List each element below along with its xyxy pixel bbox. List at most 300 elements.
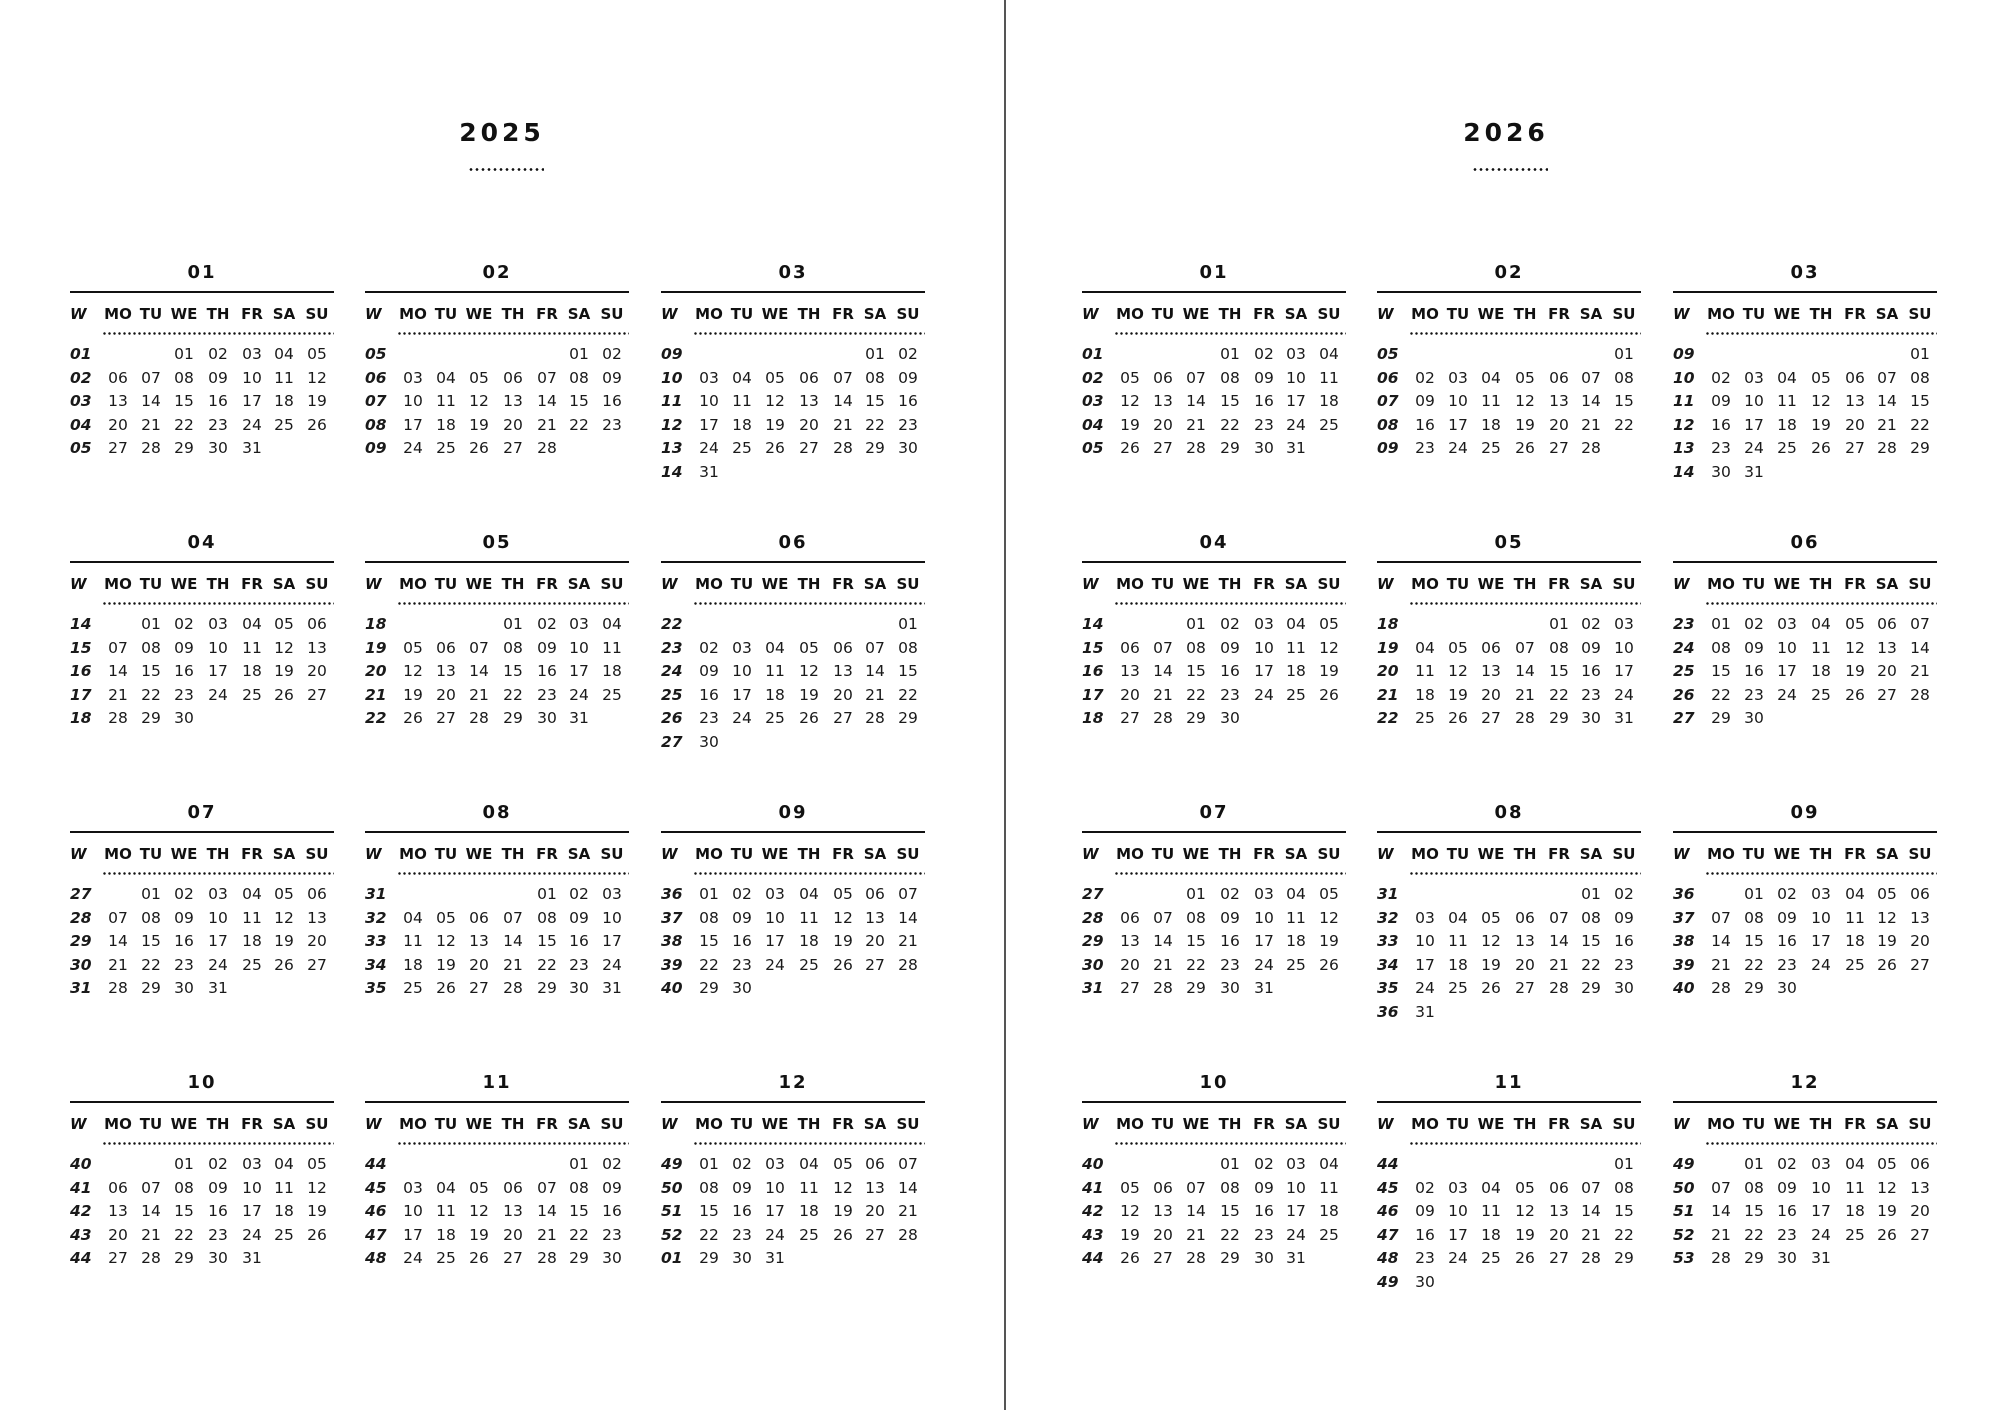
week-row [1082, 930, 1346, 954]
week-row [70, 907, 334, 931]
week-row [661, 660, 925, 684]
day-cell [396, 613, 430, 637]
day-cell: 19 [833, 1202, 853, 1220]
day-cell [1870, 343, 1904, 367]
day-cell: 11 [274, 368, 294, 387]
weekday-label: SU [305, 845, 329, 863]
weekday-header-dots [1409, 872, 1641, 875]
week-number: 43 [70, 1225, 92, 1244]
weekday-label: MO [1116, 575, 1144, 593]
day-cell [1574, 343, 1608, 367]
week-number: 46 [1377, 1202, 1399, 1220]
weekday-label: WE [1477, 575, 1505, 593]
day-cell: 27 [503, 1249, 523, 1267]
day-cell: 27 [1549, 1249, 1569, 1267]
day-cell: 10 [1448, 1202, 1468, 1220]
day-cell: 08 [1744, 908, 1764, 927]
day-cell: 10 [732, 662, 752, 680]
week-row [661, 883, 925, 907]
day-cell: 27 [108, 1249, 128, 1267]
day-cell [1737, 343, 1771, 367]
week-number-header: W [661, 305, 678, 323]
day-cell: 19 [469, 415, 489, 434]
day-cell [1704, 343, 1738, 367]
day-cell [1441, 883, 1475, 907]
week-number-header: W [1082, 845, 1099, 863]
month-block [1673, 1065, 1937, 1271]
weekday-label: MO [104, 1115, 132, 1133]
week-row [1673, 660, 1937, 684]
year-title: 2026 [1463, 118, 1549, 147]
day-cell: 24 [765, 1225, 785, 1244]
week-number: 26 [661, 709, 683, 727]
week-rows [365, 613, 629, 731]
week-row [1673, 1153, 1937, 1177]
day-cell: 15 [699, 1202, 719, 1220]
day-cell: 31 [765, 1249, 785, 1267]
week-row [1082, 1200, 1346, 1224]
day-cell: 30 [1254, 439, 1274, 457]
day-cell: 19 [1120, 415, 1140, 434]
weekday-header-dots [102, 872, 334, 875]
day-cell: 20 [1515, 955, 1535, 974]
day-cell [1441, 1271, 1475, 1295]
day-cell [1113, 883, 1147, 907]
day-cell: 29 [1549, 709, 1569, 727]
day-cell: 04 [274, 345, 294, 363]
day-cell: 18 [436, 1225, 456, 1244]
day-cell: 19 [307, 392, 327, 410]
day-cell [1146, 343, 1180, 367]
day-cell: 10 [1254, 638, 1274, 657]
weekday-label: TU [1742, 575, 1766, 593]
day-cell: 09 [1777, 1178, 1797, 1197]
day-cell: 21 [141, 415, 161, 434]
day-cell: 21 [1581, 415, 1601, 434]
day-cell: 09 [1415, 1202, 1435, 1220]
week-number: 18 [365, 615, 387, 633]
day-cell [1903, 461, 1937, 485]
day-cell: 06 [1549, 1178, 1569, 1197]
weekday-label: SA [1875, 845, 1899, 863]
day-cell: 22 [1186, 685, 1206, 704]
week-row [70, 684, 334, 708]
day-cell: 03 [765, 885, 785, 903]
weekday-label: SA [567, 305, 591, 323]
day-cell: 04 [1448, 908, 1468, 927]
weekday-header [661, 835, 925, 877]
day-cell: 03 [1744, 368, 1764, 387]
day-cell: 08 [569, 368, 589, 387]
day-cell: 02 [1744, 615, 1764, 633]
weekday-label: MO [104, 305, 132, 323]
weekday-header-dots [102, 602, 334, 605]
week-rows [70, 883, 334, 1001]
day-cell: 01 [1614, 345, 1634, 363]
month-block [1673, 795, 1937, 1001]
day-cell: 31 [1286, 1249, 1306, 1267]
day-cell: 09 [732, 1178, 752, 1197]
week-row [1673, 977, 1937, 1001]
day-cell: 11 [1319, 368, 1339, 387]
day-cell: 24 [1254, 685, 1274, 704]
day-cell: 11 [242, 908, 262, 927]
week-number-header: W [1377, 305, 1394, 323]
week-number: 16 [1082, 662, 1104, 680]
day-cell: 19 [799, 685, 819, 704]
day-cell [1770, 707, 1804, 731]
day-cell: 18 [1448, 955, 1468, 974]
day-cell: 02 [569, 885, 589, 903]
day-cell: 01 [1581, 885, 1601, 903]
week-row [365, 954, 629, 978]
day-cell: 17 [403, 1225, 423, 1244]
day-cell: 19 [765, 415, 785, 434]
day-cell: 01 [699, 1155, 719, 1173]
week-rows [1377, 1153, 1641, 1294]
week-number: 31 [70, 979, 92, 997]
day-cell [1607, 437, 1641, 461]
day-cell: 15 [1614, 1202, 1634, 1220]
weekday-label: TH [1218, 575, 1242, 593]
weekday-label: SU [600, 845, 624, 863]
day-cell: 07 [1581, 368, 1601, 387]
day-cell: 24 [1448, 439, 1468, 457]
week-number: 34 [365, 955, 387, 974]
day-cell: 17 [602, 932, 622, 950]
day-cell [595, 707, 629, 731]
week-row [70, 1200, 334, 1224]
day-cell [1508, 883, 1542, 907]
day-cell [462, 883, 496, 907]
weekday-label: SA [272, 845, 296, 863]
day-cell [396, 343, 430, 367]
day-cell: 22 [569, 415, 589, 434]
day-cell: 17 [242, 392, 262, 410]
day-cell: 30 [1415, 1272, 1435, 1291]
day-cell [1179, 1153, 1213, 1177]
day-cell: 17 [1286, 392, 1306, 410]
weekday-label: TU [1151, 575, 1175, 593]
weekday-label: WE [1477, 305, 1505, 323]
day-cell: 15 [537, 932, 557, 950]
day-cell [1870, 977, 1904, 1001]
week-number: 40 [70, 1155, 92, 1173]
month-title: 11 [1377, 1065, 1641, 1103]
day-cell: 22 [1711, 685, 1731, 704]
day-cell: 21 [1186, 415, 1206, 434]
day-cell [826, 343, 860, 367]
day-cell: 02 [208, 1155, 228, 1173]
month-title: 08 [365, 795, 629, 833]
week-number-header: W [1673, 845, 1690, 863]
day-cell: 15 [699, 932, 719, 950]
day-cell: 12 [1120, 1202, 1140, 1220]
day-cell: 27 [1153, 1249, 1173, 1267]
day-cell [300, 1247, 334, 1271]
day-cell: 05 [436, 908, 456, 927]
day-cell: 28 [108, 709, 128, 727]
day-cell: 11 [1845, 908, 1865, 927]
week-number-header: W [1082, 305, 1099, 323]
day-cell: 16 [732, 1202, 752, 1220]
weekday-label: FR [1844, 1115, 1866, 1133]
day-cell: 08 [503, 638, 523, 657]
day-cell: 26 [1877, 955, 1897, 974]
weekday-label: FR [1548, 575, 1570, 593]
day-cell: 06 [503, 368, 523, 387]
day-cell: 09 [569, 908, 589, 927]
weekday-label: FR [1548, 1115, 1570, 1133]
day-cell: 03 [1614, 615, 1634, 633]
week-number: 41 [1082, 1178, 1104, 1197]
day-cell: 27 [436, 709, 456, 727]
day-cell: 26 [469, 439, 489, 457]
weekday-label: WE [170, 305, 198, 323]
week-row [1082, 637, 1346, 661]
day-cell: 16 [1220, 662, 1240, 680]
day-cell: 29 [898, 709, 918, 727]
day-cell: 11 [1286, 638, 1306, 657]
week-number-header: W [661, 1115, 678, 1133]
week-number: 23 [661, 638, 683, 657]
day-cell: 22 [503, 685, 523, 704]
day-cell: 14 [865, 662, 885, 680]
weekday-label: FR [536, 575, 558, 593]
day-cell: 23 [174, 685, 194, 704]
day-cell: 26 [1515, 439, 1535, 457]
weekday-label: FR [241, 845, 263, 863]
day-cell: 09 [1254, 368, 1274, 387]
week-number: 44 [1377, 1155, 1399, 1173]
week-row [1082, 1177, 1346, 1201]
day-cell [1474, 613, 1508, 637]
weekday-label: TH [501, 575, 525, 593]
day-cell: 21 [108, 955, 128, 974]
year-title: 2025 [459, 118, 545, 147]
week-row [70, 343, 334, 367]
day-cell [826, 977, 860, 1001]
month-title: 07 [70, 795, 334, 833]
day-cell [300, 437, 334, 461]
day-cell: 10 [1744, 392, 1764, 410]
day-cell [1574, 1001, 1608, 1025]
day-cell: 01 [898, 615, 918, 633]
day-cell: 23 [1777, 1225, 1797, 1244]
day-cell: 06 [1549, 368, 1569, 387]
week-row [1377, 684, 1641, 708]
day-cell: 15 [569, 392, 589, 410]
day-cell: 26 [799, 709, 819, 727]
day-cell [1607, 1001, 1641, 1025]
week-row [70, 437, 334, 461]
week-number: 25 [1673, 662, 1695, 680]
day-cell: 08 [174, 1178, 194, 1197]
day-cell: 22 [1910, 415, 1930, 434]
day-cell: 18 [1286, 662, 1306, 680]
day-cell: 29 [1186, 709, 1206, 727]
day-cell: 12 [1877, 908, 1897, 927]
week-row [661, 1177, 925, 1201]
weekday-label: MO [695, 575, 723, 593]
week-row [661, 954, 925, 978]
day-cell: 31 [1614, 709, 1634, 727]
week-number: 30 [70, 955, 92, 974]
weekday-label: TU [434, 575, 458, 593]
day-cell: 13 [865, 1178, 885, 1197]
weekday-label: MO [1116, 845, 1144, 863]
day-cell: 19 [469, 1225, 489, 1244]
day-cell: 05 [1515, 368, 1535, 387]
week-number: 13 [661, 439, 683, 457]
week-row [70, 1177, 334, 1201]
week-number: 25 [661, 685, 683, 704]
weekday-label: SA [1875, 1115, 1899, 1133]
day-cell: 03 [403, 1178, 423, 1197]
week-row [661, 977, 925, 1001]
day-cell: 16 [569, 932, 589, 950]
weekday-label: SU [600, 575, 624, 593]
week-row [365, 1177, 629, 1201]
day-cell: 03 [699, 368, 719, 387]
day-cell: 11 [1448, 932, 1468, 950]
week-rows [1082, 343, 1346, 461]
week-row [1673, 1177, 1937, 1201]
day-cell [1770, 461, 1804, 485]
day-cell [1508, 1153, 1542, 1177]
day-cell [858, 1247, 892, 1271]
week-row [70, 1247, 334, 1271]
day-cell: 22 [699, 1225, 719, 1244]
day-cell: 21 [1711, 955, 1731, 974]
day-cell: 09 [1254, 1178, 1274, 1197]
day-cell: 27 [307, 685, 327, 704]
day-cell: 30 [208, 439, 228, 457]
day-cell: 23 [1614, 955, 1634, 974]
day-cell: 15 [1744, 932, 1764, 950]
week-rows [365, 1153, 629, 1271]
week-number-header: W [70, 305, 87, 323]
day-cell: 05 [1515, 1178, 1535, 1197]
day-cell [758, 343, 792, 367]
day-cell: 03 [1286, 1155, 1306, 1173]
weekday-label: WE [465, 1115, 493, 1133]
week-number: 46 [365, 1202, 387, 1220]
day-cell: 29 [1711, 709, 1731, 727]
weekday-label: WE [465, 575, 493, 593]
week-number: 35 [365, 979, 387, 997]
day-cell: 25 [436, 1249, 456, 1267]
day-cell: 09 [602, 1178, 622, 1197]
day-cell: 03 [208, 615, 228, 633]
day-cell: 11 [765, 662, 785, 680]
day-cell: 27 [503, 439, 523, 457]
week-row [661, 930, 925, 954]
day-cell [1146, 613, 1180, 637]
day-cell: 21 [503, 955, 523, 974]
week-row [365, 367, 629, 391]
day-cell: 23 [602, 1225, 622, 1244]
week-row [365, 1224, 629, 1248]
weekday-label: FR [1548, 305, 1570, 323]
day-cell: 25 [1481, 1249, 1501, 1267]
weekday-header-dots [1114, 332, 1346, 335]
weekday-label: WE [465, 845, 493, 863]
day-cell: 06 [108, 1178, 128, 1197]
week-number: 31 [1377, 885, 1399, 903]
month-block [661, 255, 925, 484]
weekday-label: FR [536, 845, 558, 863]
weekday-label: SU [1317, 575, 1341, 593]
day-cell: 14 [1711, 932, 1731, 950]
day-cell: 27 [469, 979, 489, 997]
month-block [1082, 1065, 1346, 1271]
day-cell: 19 [403, 685, 423, 704]
weekday-label: SU [1612, 305, 1636, 323]
day-cell: 07 [469, 638, 489, 657]
day-cell: 29 [865, 439, 885, 457]
day-cell: 05 [307, 345, 327, 363]
week-row [1377, 707, 1641, 731]
day-cell: 14 [503, 932, 523, 950]
day-cell: 07 [1877, 368, 1897, 387]
day-cell: 09 [174, 908, 194, 927]
day-cell: 30 [1220, 709, 1240, 727]
day-cell: 30 [1581, 709, 1601, 727]
day-cell: 18 [1845, 932, 1865, 950]
day-cell: 29 [174, 1249, 194, 1267]
day-cell: 28 [1549, 979, 1569, 997]
day-cell: 15 [898, 662, 918, 680]
day-cell: 22 [141, 685, 161, 704]
day-cell: 12 [1448, 662, 1468, 680]
day-cell [1247, 707, 1281, 731]
day-cell: 28 [537, 1249, 557, 1267]
day-cell [462, 613, 496, 637]
day-cell: 11 [799, 908, 819, 927]
weekday-label: TU [1446, 1115, 1470, 1133]
week-row [365, 883, 629, 907]
day-cell [429, 1153, 463, 1177]
week-number: 11 [661, 392, 683, 410]
week-row [1082, 977, 1346, 1001]
week-rows [1082, 883, 1346, 1001]
day-cell: 04 [1481, 1178, 1501, 1197]
day-cell: 05 [1845, 615, 1865, 633]
day-cell [300, 707, 334, 731]
day-cell: 23 [602, 415, 622, 434]
day-cell [1279, 977, 1313, 1001]
day-cell: 16 [208, 1202, 228, 1220]
week-row [70, 1153, 334, 1177]
weekday-label: SU [305, 575, 329, 593]
day-cell: 23 [1711, 439, 1731, 457]
day-cell: 31 [1286, 439, 1306, 457]
day-cell: 07 [141, 1178, 161, 1197]
weekday-label: SU [305, 1115, 329, 1133]
day-cell [134, 1153, 168, 1177]
weekday-label: TU [139, 845, 163, 863]
day-cell: 18 [1481, 1225, 1501, 1244]
day-cell: 13 [1120, 932, 1140, 950]
week-number: 20 [365, 662, 387, 680]
day-cell: 15 [1220, 1202, 1240, 1220]
day-cell: 16 [1415, 415, 1435, 434]
week-row [1673, 1247, 1937, 1271]
weekday-label: FR [1253, 845, 1275, 863]
day-cell: 22 [537, 955, 557, 974]
day-cell: 26 [307, 1225, 327, 1244]
